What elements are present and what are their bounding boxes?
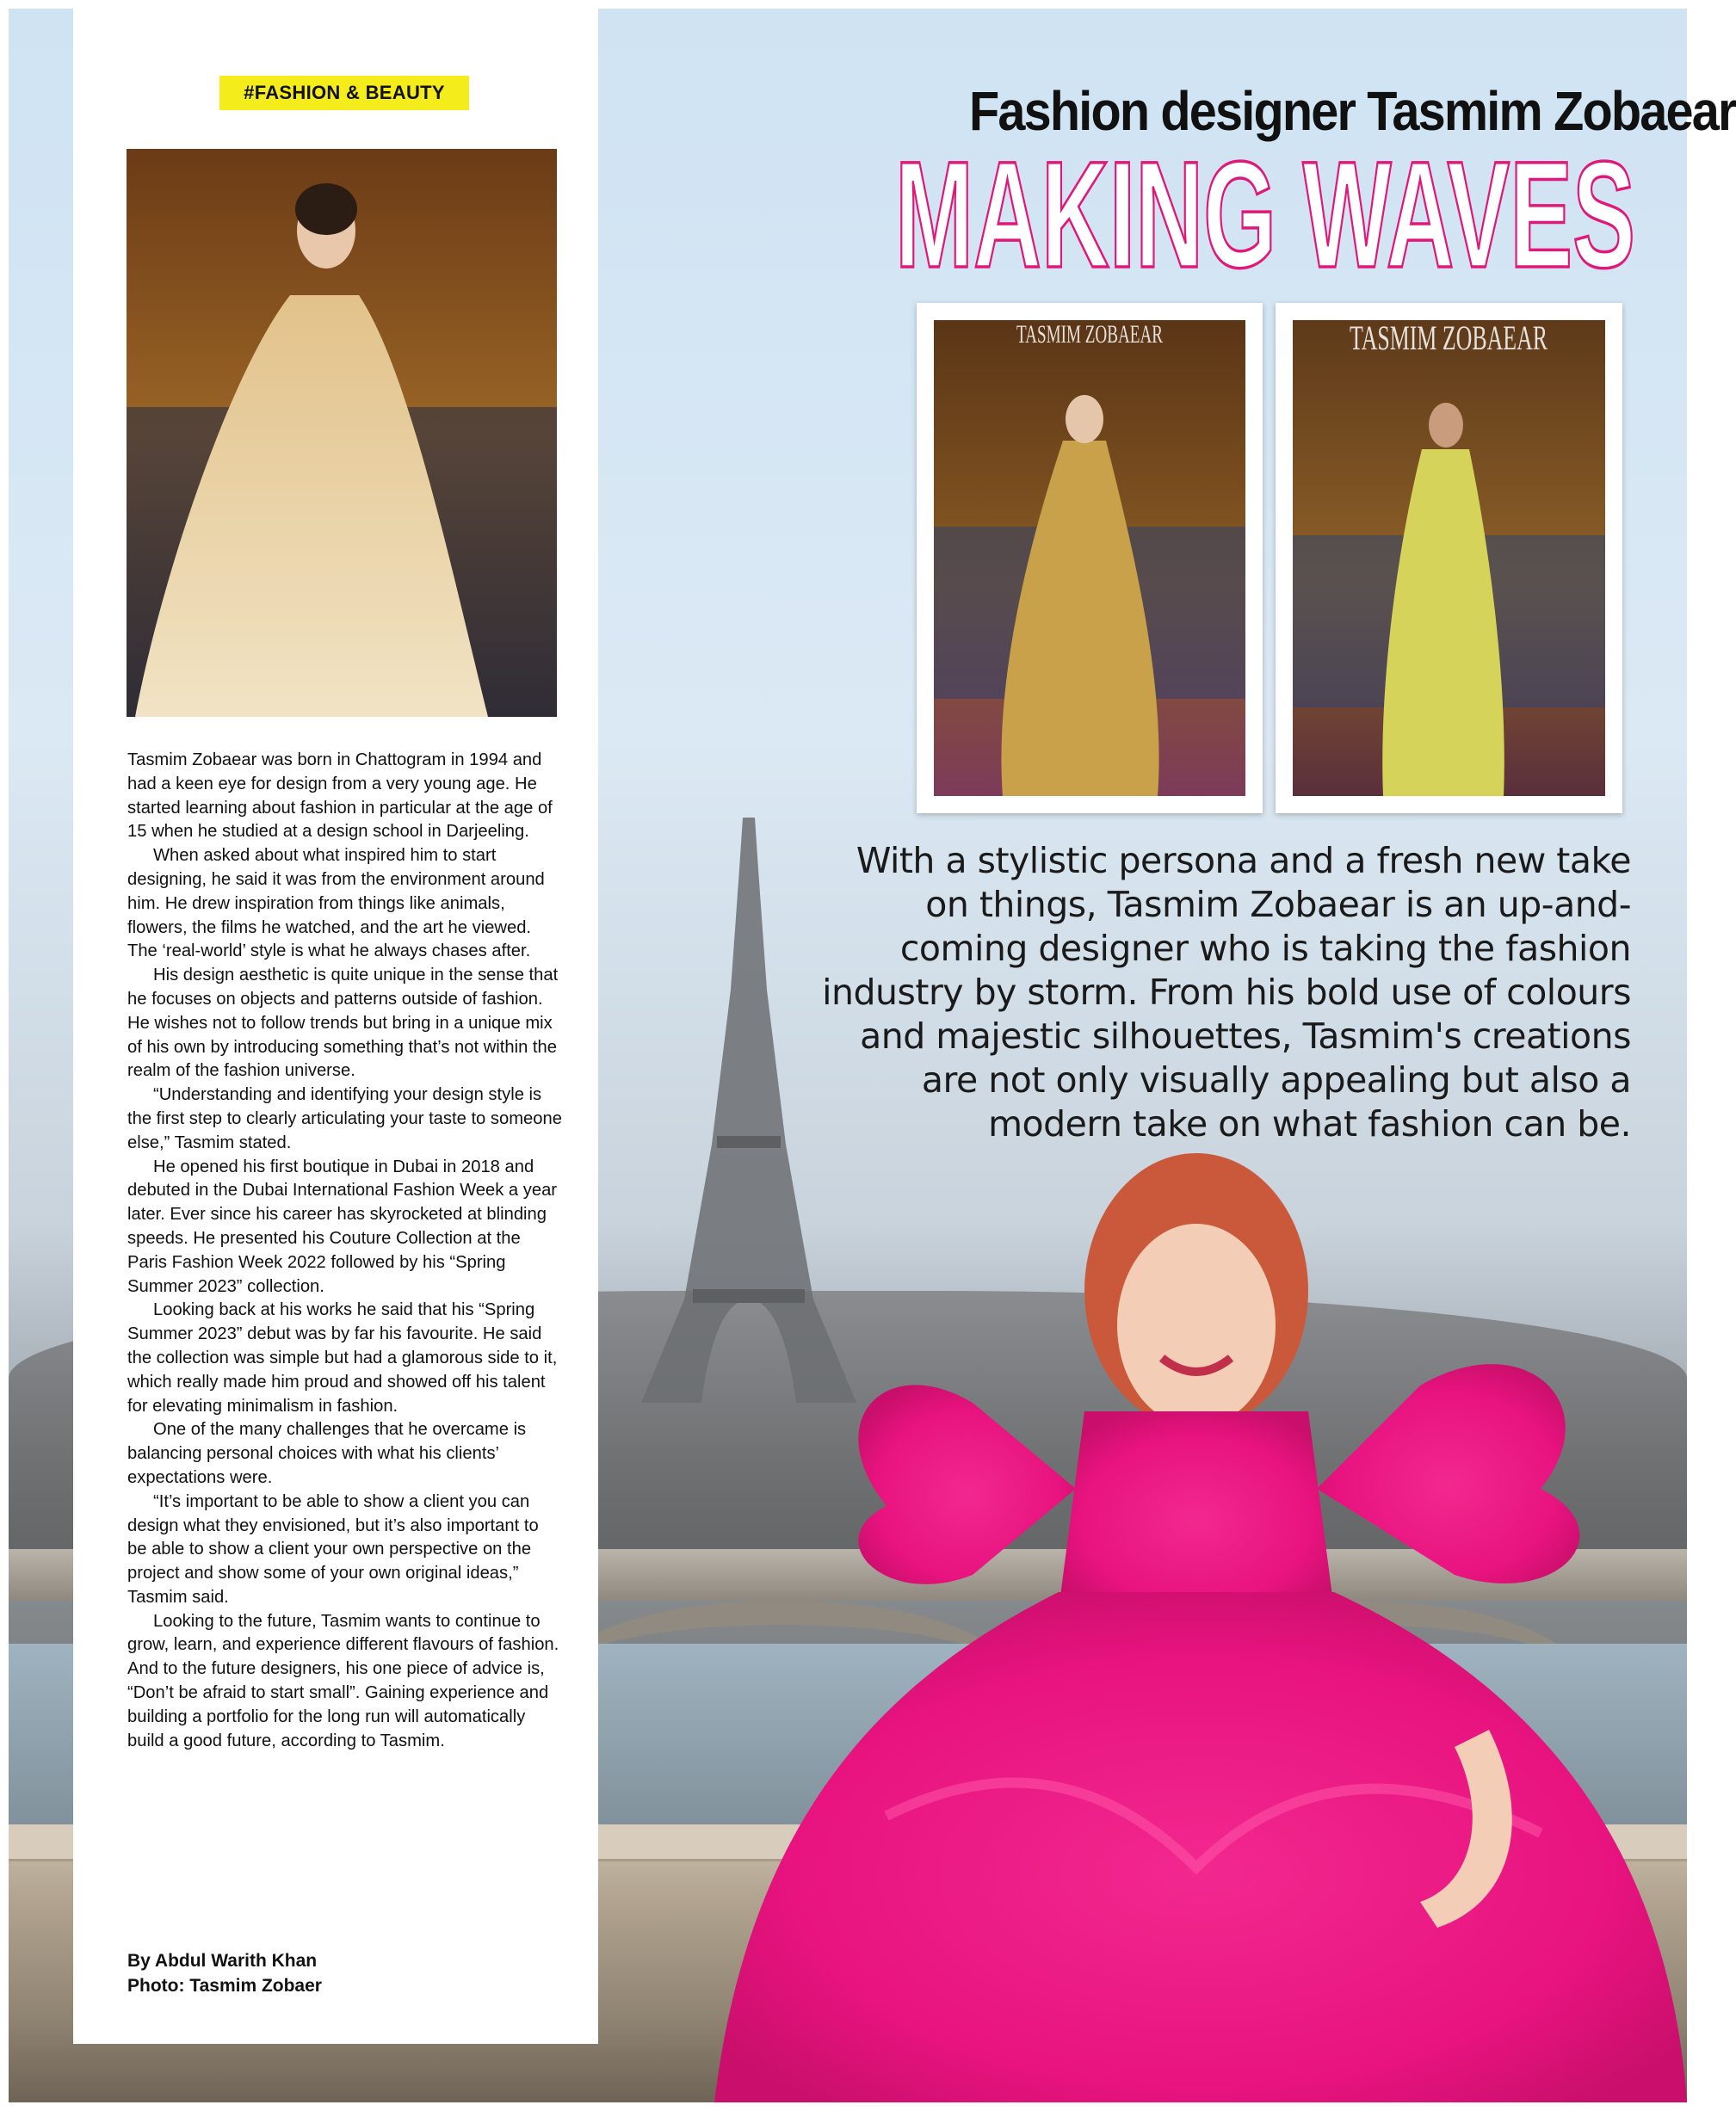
- article-body: [127, 749, 562, 1753]
- body-paragraph: Looking back at his works he said that his “Spring Summer 2023” debut was by far his favourite. He said the collection was simple but had a glamorous side to it, which really made him proud and showed off his talent for elevating minimalism in fashion.: [127, 1300, 558, 1416]
- designer-portrait-image: [714, 1127, 1687, 2102]
- article-deck: With a stylistic persona and a fresh new take on things, Tasmim Zobaear is an up-and-coming designer who is taking the fashion industry by storm. From his bold use of colours and majestic silhouettes, Tasmim's creations are not only visually appealing but also a modern take on what fashion can be.: [822, 840, 1631, 1145]
- photo-credit: Photo: Tasmim Zobaer: [127, 1976, 322, 1996]
- article-headline: [891, 131, 1640, 299]
- photo-watermark: TASMIM ZOBAEAR: [1016, 320, 1163, 349]
- article-kicker: Fashion designer Tasmim Zobaear: [969, 80, 1736, 142]
- body-paragraph: Tasmim Zobaear was born in Chattogram in 1994 and had a keen eye for design from a very young age. He started learning about fashion in particular at the age of 15 when he studied at a design school in Darjeeling.: [127, 750, 553, 842]
- body-paragraph: One of the many challenges that he overcame is balancing personal choices with what his clients’ expectations were.: [127, 1420, 527, 1487]
- runway-photo-gold-cape: [127, 149, 557, 717]
- byline: [127, 1948, 562, 1998]
- body-paragraph: He opened his first boutique in Dubai in 2018 and debuted in the Dubai International Fashion Week a year later. Ever since his career has skyrocketed at blinding speeds. He presented his Couture Collection at the Paris Fashion Week 2022 followed by his “Spring Summer 2023” collection.: [127, 1157, 558, 1296]
- headline-text: MAKING WAVES: [895, 131, 1635, 299]
- runway-photo-lime-gown: [1276, 303, 1622, 813]
- body-paragraph: Looking to the future, Tasmim wants to continue to grow, learn, and experience different flavours of fashion. And to the future designers, his one piece of advice is, “Don’t be afraid to start small”. Gaining experience and building a portfolio for the long run will automatically build a good future, according to Tasmim.: [127, 1611, 559, 1750]
- body-paragraph: When asked about what inspired him to start designing, he said it was from the environment around him. He drew inspiration from things like animals, flowers, the films he watched, and the art he viewed. The ‘real-world’ style is what he always chases after.: [127, 846, 545, 961]
- body-paragraph: “It’s important to be able to show a client you can design what they envisioned, but it’s also important to be able to show a client your own perspective on the project and show some of your own original ideas,” Tasmim said.: [127, 1491, 539, 1607]
- author-credit: By Abdul Warith Khan: [127, 1951, 318, 1971]
- photo-watermark: TASMIM ZOBAEAR: [1350, 318, 1548, 357]
- runway-photo-gold-gown: [917, 303, 1263, 813]
- body-paragraph: His design aesthetic is quite unique in the sense that he focuses on objects and patterns outside of fashion. He wishes not to follow trends but bring in a unique mix of his own by introducing something that’s not within the realm of the fashion universe.: [127, 966, 559, 1081]
- article-column: [73, 9, 598, 2044]
- magazine-page: [9, 9, 1736, 2102]
- body-paragraph: “Understanding and identifying your design style is the first step to clearly articulating your taste to someone else,” Tasmim stated.: [127, 1085, 562, 1152]
- section-tag: #FASHION & BEAUTY: [219, 76, 469, 110]
